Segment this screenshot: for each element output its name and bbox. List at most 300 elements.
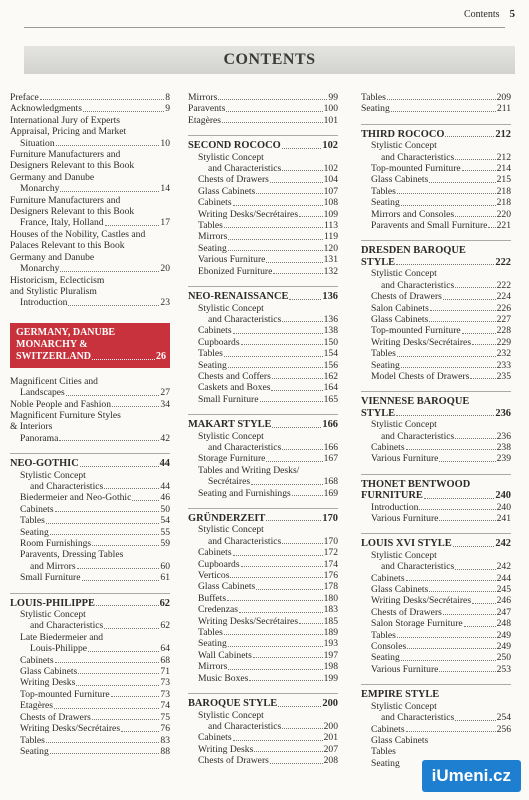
dot-leader xyxy=(59,440,159,441)
toc-entry-title: Tables xyxy=(20,515,45,527)
dot-leader xyxy=(419,509,495,510)
toc-entry-title: Consoles xyxy=(371,641,407,653)
toc-entry[interactable] xyxy=(10,572,170,583)
toc-page-number: 218 xyxy=(496,185,511,197)
toc-entry-title: Chests and Coffers xyxy=(198,370,271,382)
toc-entry[interactable] xyxy=(188,220,338,231)
toc-entry-row xyxy=(188,513,338,524)
toc-entry[interactable] xyxy=(361,584,511,595)
watermark-logo: iUmeni.cz xyxy=(422,760,521,792)
section-heading[interactable] xyxy=(361,129,511,140)
toc-entry-title: Cabinets xyxy=(20,654,54,666)
toc-entry-line: Appraisal, Pricing and Market xyxy=(10,126,127,138)
toc-entry[interactable] xyxy=(188,103,338,114)
toc-entry[interactable] xyxy=(361,550,511,573)
toc-page-number: 250 xyxy=(496,652,511,664)
toc-entry[interactable] xyxy=(188,254,338,265)
toc-page-number: 64 xyxy=(160,643,170,655)
toc-entry-row xyxy=(198,570,338,581)
toc-entry-line: International Jury of Experts xyxy=(10,114,121,126)
toc-entry-row xyxy=(371,186,511,197)
dot-leader xyxy=(96,605,159,606)
dot-leader xyxy=(407,648,495,649)
dot-leader xyxy=(445,136,494,137)
dot-leader xyxy=(282,170,322,171)
toc-entry[interactable] xyxy=(188,303,338,326)
toc-entry[interactable] xyxy=(188,337,338,348)
toc-entry[interactable] xyxy=(188,547,338,558)
toc-entry-title: Glass Cabinets xyxy=(371,313,429,325)
toc-page-number: 119 xyxy=(323,231,338,243)
toc-entry[interactable] xyxy=(10,527,170,538)
toc-page-number: 200 xyxy=(322,698,338,710)
toc-entry[interactable] xyxy=(10,538,170,549)
toc-entry[interactable] xyxy=(188,570,338,581)
dot-leader xyxy=(397,637,496,638)
toc-page-number: 256 xyxy=(496,723,511,735)
toc-entry-row xyxy=(371,595,511,606)
toc-entry[interactable] xyxy=(361,641,511,652)
toc-entry[interactable] xyxy=(361,360,511,371)
toc-entry[interactable] xyxy=(188,710,338,733)
toc-entry[interactable] xyxy=(188,627,338,638)
toc-entry[interactable] xyxy=(10,229,170,275)
toc-entry-row xyxy=(198,254,338,265)
dot-leader xyxy=(227,600,323,601)
toc-page-number: 60 xyxy=(160,560,170,572)
toc-entry[interactable] xyxy=(361,607,511,618)
toc-page-number: 166 xyxy=(323,441,338,453)
toc-entry[interactable] xyxy=(10,632,170,655)
toc-entry[interactable] xyxy=(188,755,338,766)
toc-entry[interactable] xyxy=(361,174,511,185)
toc-entry-row xyxy=(371,291,511,302)
toc-entry[interactable] xyxy=(361,186,511,197)
toc-entry[interactable] xyxy=(188,453,338,464)
dot-leader xyxy=(282,321,322,322)
toc-entry-row xyxy=(371,502,511,513)
toc-entry-row xyxy=(20,746,170,757)
toc-entry[interactable] xyxy=(361,209,511,220)
toc-entry[interactable] xyxy=(10,103,170,114)
toc-page-number: 247 xyxy=(496,606,511,618)
toc-entry[interactable] xyxy=(10,735,170,746)
dot-leader xyxy=(430,310,496,311)
toc-entry-row xyxy=(371,314,511,325)
toc-page-number: 198 xyxy=(323,661,338,673)
toc-entry-title: Cabinets xyxy=(371,441,405,453)
toc-entry[interactable] xyxy=(10,470,170,493)
section-heading[interactable] xyxy=(361,479,511,502)
toc-entry-title: Acknowledgments xyxy=(10,103,82,115)
toc-entry[interactable] xyxy=(188,115,338,126)
toc-entry[interactable] xyxy=(10,746,170,757)
region-heading-germany[interactable] xyxy=(10,323,170,368)
toc-entry[interactable] xyxy=(188,581,338,592)
dot-leader xyxy=(266,262,322,263)
toc-entry-title: GRÜNDERZEIT xyxy=(188,513,266,524)
toc-entry-row xyxy=(10,458,170,469)
toc-entry[interactable] xyxy=(10,195,170,229)
toc-page-number: 242 xyxy=(496,561,511,573)
toc-entry-title: Paravents and Small Furniture xyxy=(371,220,488,232)
section-heading[interactable] xyxy=(10,458,170,469)
toc-entry-line: Stylistic Concept xyxy=(371,549,437,561)
toc-entry[interactable] xyxy=(361,442,511,453)
toc-entry-title: Situation xyxy=(20,137,55,149)
dot-leader xyxy=(228,367,323,368)
dot-leader xyxy=(92,359,155,360)
toc-entry[interactable] xyxy=(10,399,170,410)
toc-entry[interactable] xyxy=(188,348,338,359)
toc-entry-row xyxy=(371,573,511,584)
toc-entry-title: Seating xyxy=(371,757,400,769)
section-heading[interactable] xyxy=(188,140,338,151)
toc-page-number: 212 xyxy=(495,128,511,140)
toc-entry[interactable] xyxy=(361,573,511,584)
toc-entry-title: Small Furniture xyxy=(20,572,81,584)
toc-entry[interactable] xyxy=(10,376,170,399)
toc-entry-line: VIENNESE BAROQUE xyxy=(361,396,470,408)
dot-leader xyxy=(289,299,321,300)
toc-page-number: 164 xyxy=(323,382,338,394)
toc-entry-line: Stylistic Concept xyxy=(198,524,264,536)
toc-entry-title: France, Italy, Holland xyxy=(20,217,104,229)
toc-entry-line: and Stylistic Pluralism xyxy=(10,285,97,297)
toc-page-number: 170 xyxy=(322,513,338,524)
dot-leader xyxy=(50,753,160,754)
toc-entry[interactable] xyxy=(361,325,511,336)
toc-entry[interactable] xyxy=(361,163,511,174)
toc-entry[interactable] xyxy=(188,593,338,604)
dot-leader xyxy=(239,612,323,613)
toc-entry-title: LOUIS XVI STYLE xyxy=(361,538,452,550)
dot-leader xyxy=(462,170,496,171)
toc-entry[interactable] xyxy=(188,243,338,254)
section-heading[interactable] xyxy=(188,291,338,302)
toc-page-number: 248 xyxy=(496,618,511,630)
dot-leader xyxy=(455,569,495,570)
toc-page-number: 199 xyxy=(323,672,338,684)
region-heading-title: SWITZERLAND xyxy=(16,350,92,362)
toc-entry[interactable] xyxy=(10,689,170,700)
toc-page-number: 73 xyxy=(160,677,170,689)
toc-entry[interactable] xyxy=(361,664,511,675)
toc-entry[interactable] xyxy=(188,673,338,684)
toc-page-number: 220 xyxy=(496,208,511,220)
toc-entry[interactable] xyxy=(188,266,338,277)
toc-entry[interactable] xyxy=(10,712,170,723)
section-heading[interactable] xyxy=(361,245,511,268)
toc-page-number: 189 xyxy=(323,627,338,639)
toc-page-number: 55 xyxy=(160,526,170,538)
toc-entry[interactable] xyxy=(10,677,170,688)
toc-entry-row xyxy=(198,638,338,649)
toc-entry-title: Cabinets xyxy=(371,723,405,735)
toc-entry-title: Model Chests of Drawers xyxy=(371,370,470,382)
dot-leader xyxy=(387,99,496,100)
toc-entry[interactable] xyxy=(361,701,511,724)
toc-entry-title: Glass Cabinets xyxy=(20,666,78,678)
toc-entry-title: and Characteristics xyxy=(30,480,104,492)
dot-leader xyxy=(406,731,496,732)
toc-page-number: 227 xyxy=(496,313,511,325)
toc-entry[interactable] xyxy=(10,515,170,526)
toc-page-number: 172 xyxy=(323,547,338,559)
toc-entry-row xyxy=(20,643,170,654)
toc-entry[interactable] xyxy=(188,559,338,570)
toc-entry-title: Top-mounted Furniture xyxy=(371,325,461,337)
toc-page-number: 44 xyxy=(159,458,170,470)
toc-entry[interactable] xyxy=(361,268,511,291)
toc-page-number: 207 xyxy=(323,743,338,755)
dot-leader xyxy=(60,191,159,192)
toc-entry-title: Seating xyxy=(371,359,400,371)
toc-page-number: 222 xyxy=(496,279,511,291)
toc-entry-title: Glass Cabinets xyxy=(198,185,256,197)
toc-page-number: 108 xyxy=(323,197,338,209)
toc-page-number: 168 xyxy=(323,476,338,488)
dot-leader xyxy=(60,271,159,272)
toc-entry[interactable] xyxy=(361,291,511,302)
toc-entry-row xyxy=(10,598,170,609)
toc-entry-title: and Characteristics xyxy=(381,430,455,442)
toc-entry[interactable] xyxy=(361,595,511,606)
toc-entry-title: Cupboards xyxy=(198,336,240,348)
toc-entry-title: Secrétaires xyxy=(208,476,251,488)
toc-entry-line: THONET BENTWOOD xyxy=(361,478,471,490)
toc-entry[interactable] xyxy=(361,303,511,314)
toc-entry-row xyxy=(371,630,511,641)
dot-leader xyxy=(228,250,323,251)
toc-entry-line: & Interiors xyxy=(10,421,53,433)
toc-entry[interactable] xyxy=(361,618,511,629)
toc-entry[interactable] xyxy=(361,371,511,382)
toc-entry[interactable] xyxy=(10,92,170,103)
dot-leader xyxy=(249,680,322,681)
dot-leader xyxy=(46,742,160,743)
toc-entry-row xyxy=(198,476,338,487)
toc-entry[interactable] xyxy=(10,655,170,666)
toc-entry-title: Seating xyxy=(198,242,227,254)
toc-entry[interactable] xyxy=(188,732,338,743)
toc-entry[interactable] xyxy=(10,149,170,195)
toc-entry[interactable] xyxy=(361,724,511,735)
toc-entry[interactable] xyxy=(361,453,511,464)
toc-entry-row xyxy=(10,92,170,103)
toc-entry[interactable] xyxy=(188,604,338,615)
toc-entry[interactable] xyxy=(188,650,338,661)
toc-entry[interactable] xyxy=(188,231,338,242)
toc-entry[interactable] xyxy=(188,325,338,336)
section-heading[interactable] xyxy=(188,419,338,430)
toc-entry-row xyxy=(371,712,511,723)
toc-entry-title: Writing Desks/Secrétaires xyxy=(371,336,472,348)
toc-entry[interactable] xyxy=(10,666,170,677)
toc-entry[interactable] xyxy=(10,410,170,444)
toc-entry-title: Monarchy xyxy=(20,263,60,275)
dot-leader xyxy=(470,378,495,379)
dot-leader xyxy=(66,395,160,396)
toc-entry[interactable] xyxy=(361,419,511,442)
toc-page-number: 120 xyxy=(323,242,338,254)
toc-page-number: 131 xyxy=(323,254,338,266)
dot-leader xyxy=(55,511,160,512)
toc-entry-row xyxy=(371,360,511,371)
toc-entry-title: Music Boxes xyxy=(198,672,249,684)
dot-leader xyxy=(224,356,323,357)
toc-entry-line: Palaces Relevant to this Book xyxy=(10,240,125,252)
toc-entry-title: Preface xyxy=(10,92,39,103)
toc-entry[interactable] xyxy=(10,609,170,632)
toc-entry-title: Chests of Drawers xyxy=(198,174,269,186)
toc-entry-line: Germany and Danube xyxy=(10,251,95,263)
toc-entry[interactable] xyxy=(188,524,338,547)
dot-leader xyxy=(270,763,323,764)
toc-entry-title: Chests of Drawers xyxy=(20,711,91,723)
toc-page-number: 104 xyxy=(323,174,338,186)
dot-leader xyxy=(455,216,495,217)
toc-entry[interactable] xyxy=(188,174,338,185)
toc-entry-line: DRESDEN BAROQUE xyxy=(361,245,466,257)
dot-leader xyxy=(429,321,495,322)
toc-entry-title: STYLE xyxy=(361,407,396,419)
toc-entry[interactable] xyxy=(10,549,170,572)
toc-entry-title: and Mirrors xyxy=(30,560,76,572)
toc-entry-title: Cabinets xyxy=(20,503,54,515)
dot-leader xyxy=(462,333,496,334)
toc-page-number: 23 xyxy=(160,297,170,309)
toc-entry[interactable] xyxy=(188,371,338,382)
toc-entry-title: Buffets xyxy=(198,592,227,604)
toc-entry[interactable] xyxy=(188,744,338,755)
toc-entry[interactable] xyxy=(188,465,338,488)
toc-entry-row xyxy=(371,735,511,746)
dot-leader xyxy=(224,634,323,635)
toc-entry[interactable] xyxy=(10,492,170,503)
toc-entry-title: Writing Desks/Secrétaires xyxy=(198,208,299,220)
toc-entry[interactable] xyxy=(10,115,170,149)
toc-entry-row xyxy=(371,197,511,208)
dot-leader xyxy=(443,299,496,300)
toc-entry-title: NEO-RENAISSANCE xyxy=(188,291,289,303)
dot-leader xyxy=(266,461,322,462)
toc-entry[interactable] xyxy=(188,209,338,220)
section-heading[interactable] xyxy=(188,698,338,709)
toc-entry[interactable] xyxy=(361,103,511,114)
toc-entry-row xyxy=(20,655,170,666)
toc-entry[interactable] xyxy=(188,186,338,197)
toc-page-number: 107 xyxy=(323,185,338,197)
toc-entry[interactable] xyxy=(361,630,511,641)
toc-entry-row xyxy=(198,616,338,627)
toc-entry[interactable] xyxy=(188,616,338,627)
toc-entry[interactable] xyxy=(10,504,170,515)
section-heading[interactable] xyxy=(361,538,511,549)
toc-entry[interactable] xyxy=(361,140,511,163)
toc-entry[interactable] xyxy=(188,152,338,175)
toc-entry[interactable] xyxy=(361,502,511,513)
toc-entry-line: Stylistic Concept xyxy=(20,609,86,621)
toc-entry-line: Designers Relevant to this Book xyxy=(10,206,135,218)
toc-entry-row xyxy=(20,723,170,734)
section-heading[interactable] xyxy=(361,396,511,419)
toc-entry[interactable] xyxy=(361,348,511,359)
toc-page-number: 218 xyxy=(496,197,511,209)
toc-entry[interactable] xyxy=(10,700,170,711)
dot-leader xyxy=(282,148,322,149)
toc-entry-line: Stylistic Concept xyxy=(371,700,437,712)
toc-page-number: 253 xyxy=(496,663,511,675)
section-heading[interactable] xyxy=(10,598,170,609)
section-heading[interactable] xyxy=(361,689,511,700)
toc-entry[interactable] xyxy=(361,652,511,663)
toc-page-number: 62 xyxy=(160,620,170,632)
running-header-section: Contents xyxy=(463,9,500,20)
toc-page-number: 20 xyxy=(160,263,170,275)
dot-leader xyxy=(464,626,496,627)
toc-entry-row xyxy=(361,408,511,419)
toc-entry[interactable] xyxy=(188,638,338,649)
toc-entry[interactable] xyxy=(188,197,338,208)
toc-page-number: 154 xyxy=(323,348,338,360)
toc-entry[interactable] xyxy=(361,513,511,524)
toc-entry[interactable] xyxy=(188,431,338,454)
toc-entry[interactable] xyxy=(361,337,511,348)
toc-page-number: 54 xyxy=(160,515,170,527)
toc-entry-title: Various Furniture xyxy=(371,453,439,465)
toc-page-number: 214 xyxy=(496,163,511,175)
toc-entry[interactable] xyxy=(188,382,338,393)
toc-page-number: 200 xyxy=(323,720,338,732)
toc-entry[interactable] xyxy=(188,661,338,672)
dot-leader xyxy=(256,589,322,590)
toc-entry-title: Wall Cabinets xyxy=(198,649,252,661)
toc-entry-row xyxy=(188,291,338,302)
toc-entry[interactable] xyxy=(188,488,338,499)
toc-entry[interactable] xyxy=(10,275,170,309)
toc-entry-title: Cabinets xyxy=(371,572,405,584)
toc-entry[interactable] xyxy=(361,746,511,757)
toc-entry-line: Designers Relevant to this Book xyxy=(10,160,135,172)
toc-page-number: 239 xyxy=(496,453,511,465)
toc-entry[interactable] xyxy=(188,92,338,103)
toc-entry[interactable] xyxy=(361,314,511,325)
section-heading[interactable] xyxy=(188,513,338,524)
toc-entry[interactable] xyxy=(361,220,511,231)
toc-entry-title: Glass Cabinets xyxy=(371,174,429,186)
toc-entry[interactable] xyxy=(188,394,338,405)
toc-section xyxy=(10,453,170,583)
toc-entry[interactable] xyxy=(361,735,511,746)
toc-entry-title: Etagères xyxy=(20,700,54,712)
toc-entry-row xyxy=(371,664,511,675)
toc-entry-row xyxy=(198,732,338,743)
toc-entry-row xyxy=(198,360,338,371)
toc-entry-title: NEO-GOTHIC xyxy=(10,458,79,470)
toc-entry-row xyxy=(371,325,511,336)
toc-entry-row xyxy=(20,504,170,515)
toc-entry[interactable] xyxy=(10,723,170,734)
toc-entry-row xyxy=(371,652,511,663)
toc-page-number: 101 xyxy=(323,114,338,126)
toc-entry[interactable] xyxy=(188,360,338,371)
toc-entry-title: Seating xyxy=(361,103,390,115)
toc-page-number: 170 xyxy=(323,535,338,547)
toc-entry[interactable] xyxy=(361,197,511,208)
toc-entry[interactable] xyxy=(361,92,511,103)
toc-entry-line: Stylistic Concept xyxy=(198,151,264,163)
